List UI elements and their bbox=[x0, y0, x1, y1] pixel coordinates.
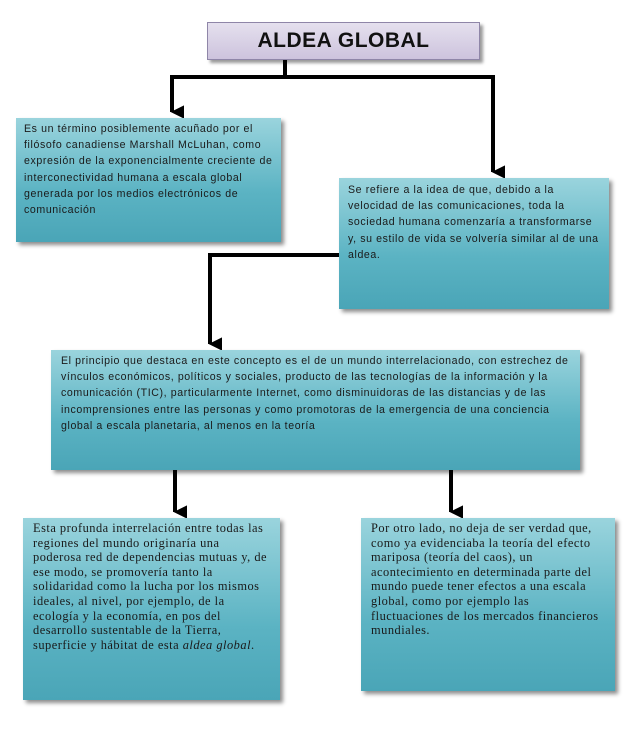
page-title: ALDEA GLOBAL bbox=[257, 29, 430, 52]
title-box bbox=[207, 22, 480, 60]
interrelation-main-text: Esta profunda interrelación entre todas las regiones del mundo originaría una poderosa red de dependencias mutuas y, de ese modo, se promovería tanto la solidaridad como la lucha por los mismos ideales, al nivel, por ejemplo, de la ecología y la economía, en pos del desarrollo sustentable de la Tierra, superficie y hábitat de esta bbox=[33, 521, 268, 652]
interrelation-text bbox=[33, 521, 270, 652]
meaning-box bbox=[339, 178, 609, 309]
meaning-text: Se refiere a la idea de que, debido a la velocidad de las comunicaciones, toda la sociedad humana comenzaría a transformarse y, su estilo de vida se volvería similar al de una aldea. bbox=[348, 184, 599, 261]
arrow-title-to-meaning bbox=[285, 77, 493, 172]
principle-box bbox=[51, 350, 580, 470]
interrelation-italic-text: aldea global bbox=[182, 637, 252, 652]
butterfly-effect-box bbox=[361, 518, 615, 691]
arrow-meaning-to-principle bbox=[210, 255, 339, 344]
interrelation-box bbox=[23, 518, 280, 700]
butterfly-effect-text: Por otro lado, no deja de ser verdad que, como ya evidenciaba la teoría del efecto mariposa (teoría del caos), un acontecimiento en determinada parte del mundo puede tener efectos a una escala global, como por ejemplo las fluctuaciones de los mercados financieros mundiales. bbox=[371, 521, 599, 638]
interrelation-end-text: . bbox=[251, 637, 255, 652]
arrow-title-to-definition bbox=[172, 60, 285, 112]
principle-text: El principio que destaca en este concepto es el de un mundo interrelacionado, con estrechez de vínculos económicos, políticos y sociales, producto de las tecnologías de la información y la comunicación (TIC), particularmente Internet, como disminuidoras de las distancias y de las incomprensiones entre las personas y como promotoras de la emergencia de una conciencia global a escala planetaria, al menos en la teoría bbox=[61, 355, 569, 432]
definition-box bbox=[16, 118, 281, 242]
definition-text: Es un término posiblemente acuñado por el filósofo canadiense Marshall McLuhan, como expresión de la exponencialmente creciente de interconectividad humana a escala global generada por los medios electrónicos de comunicación bbox=[24, 123, 273, 217]
